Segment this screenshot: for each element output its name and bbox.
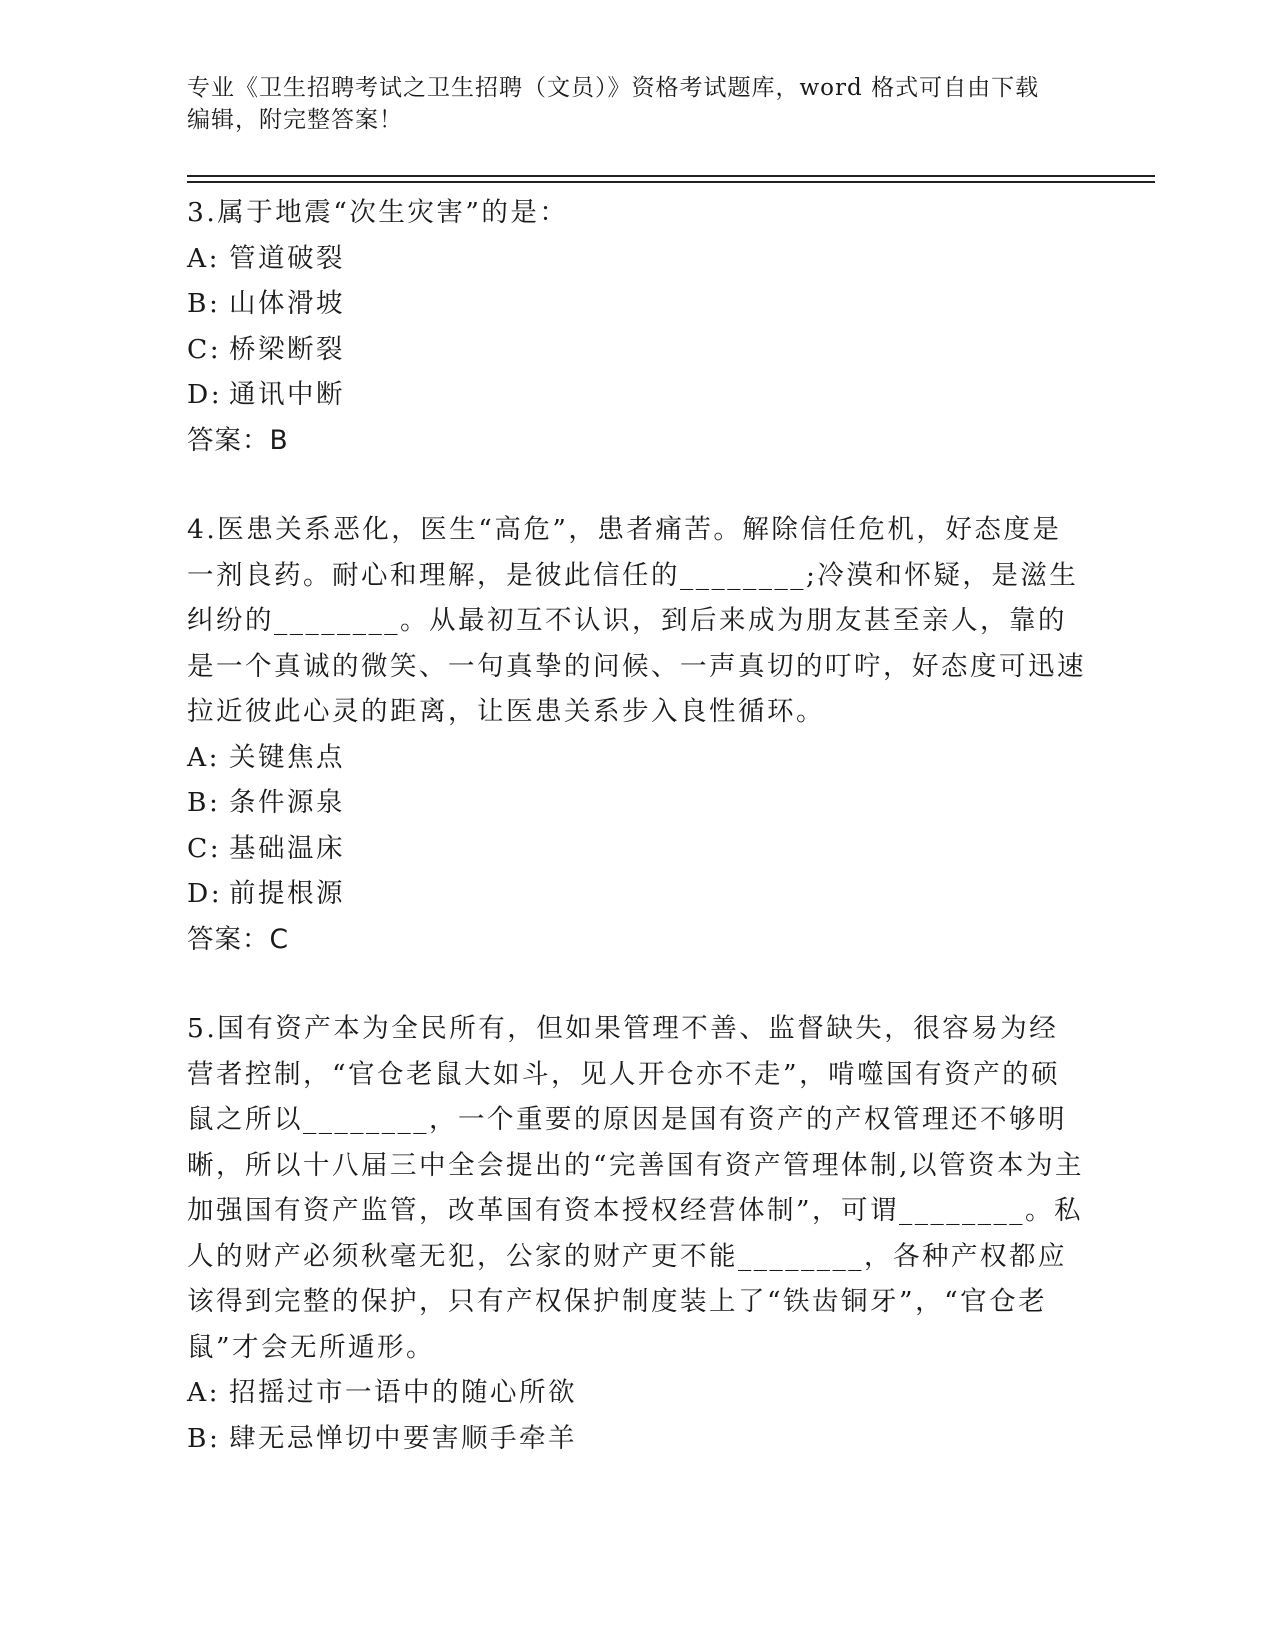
- option-b: [187, 1416, 1087, 1462]
- document-header: [187, 72, 1067, 136]
- option-a: [187, 236, 1087, 282]
- question-3: [187, 190, 1087, 463]
- option-d: [187, 372, 1087, 418]
- header-divider-bottom: [187, 181, 1155, 183]
- question-text: 3.属于地震“次生灾害”的是：: [187, 197, 569, 228]
- option-d: [187, 871, 1087, 917]
- question-list: [187, 190, 1087, 1505]
- option-text: 肆无忌惮切中要害顺手牵羊: [229, 1422, 577, 1454]
- question-text: 4.医患关系恶化，医生“高危”，患者痛苦。解除信任危机，好态度是一剂良药。耐心和理解，是彼此信任的________;冷漠和怀疑，是滋生纠纷的________。从最初互不认识，到后来成为朋友甚至亲人，靠的是一个真诚的微笑、一句真挚的问候、一声真切的叮咛，好态度可迅速拉近彼此心灵的距离，让医患关系步入良性循环。: [187, 514, 1086, 727]
- option-text: 通讯中断: [229, 379, 345, 410]
- question-5: [187, 1006, 1087, 1461]
- answer-line: 答案：C: [187, 923, 290, 955]
- header-line-2: 编辑，附完整答案！: [187, 107, 403, 133]
- option-letter: C:: [187, 333, 222, 365]
- option-letter: D:: [187, 379, 223, 410]
- option-letter: D:: [187, 878, 223, 909]
- option-text: 基础温床: [229, 832, 345, 864]
- question-4: [187, 507, 1087, 962]
- option-letter: C:: [187, 832, 222, 864]
- option-c: [187, 826, 1087, 872]
- answer-line: 答案：B: [187, 424, 289, 456]
- option-a: [187, 735, 1087, 781]
- option-text: 山体滑坡: [229, 288, 345, 319]
- option-letter: B:: [187, 787, 221, 818]
- option-c: [187, 327, 1087, 373]
- option-a: [187, 1370, 1087, 1416]
- option-letter: B:: [187, 1422, 221, 1454]
- option-text: 招摇过市一语中的随心所欲: [229, 1377, 577, 1408]
- option-text: 桥梁断裂: [229, 333, 345, 365]
- option-letter: A:: [187, 242, 221, 274]
- option-letter: B:: [187, 288, 221, 319]
- option-letter: A:: [187, 1377, 221, 1408]
- header-divider-top: [187, 175, 1155, 177]
- option-text: 管道破裂: [229, 242, 345, 274]
- option-text: 条件源泉: [229, 787, 345, 818]
- option-text: 前提根源: [229, 878, 345, 909]
- option-b: [187, 281, 1087, 327]
- question-text: 5.国有资产本为全民所有，但如果管理不善、监督缺失，很容易为经营者控制，“官仓老鼠大如斗，见人开仓亦不走”，啃噬国有资产的硕鼠之所以________，一个重要的原因是国有资产的产权管理还不够明晰，所以十八届三中全会提出的“完善国有资产管理体制,以管资本为主加强国有资产监管，改革国有资本授权经营体制”，可谓________。私人的财产必须秋毫无犯，公家的财产更不能________，各种产权都应该得到完整的保护，只有产权保护制度装上了“铁齿铜牙”，“官仓老鼠”才会无所遁形。: [187, 1013, 1084, 1363]
- option-letter: A:: [187, 741, 221, 773]
- header-line-1: 专业《卫生招聘考试之卫生招聘（文员）》资格考试题库，word 格式可自由下载: [187, 75, 1040, 101]
- option-b: [187, 780, 1087, 826]
- option-text: 关键焦点: [229, 741, 345, 773]
